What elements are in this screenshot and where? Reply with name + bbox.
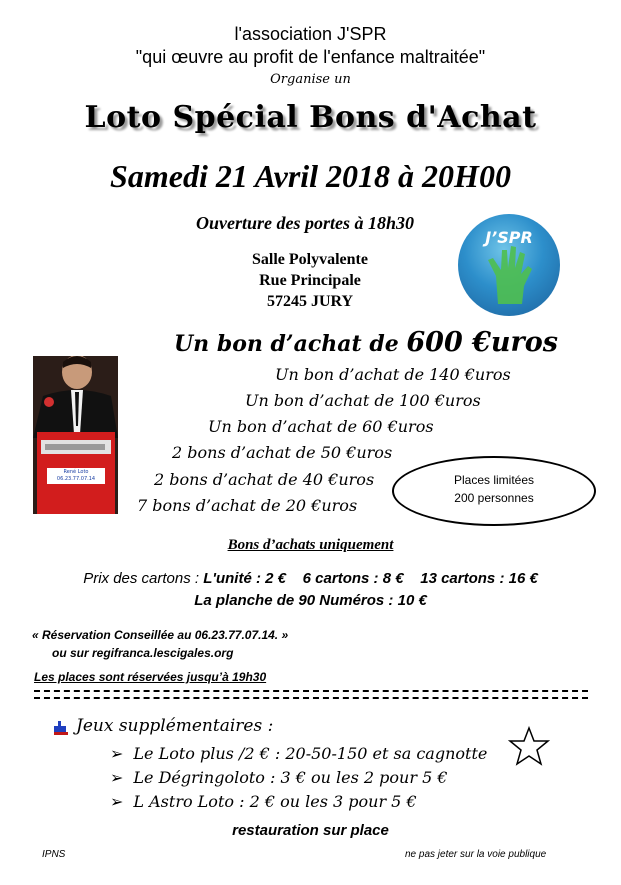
arrow-bullet-icon: ➢	[110, 768, 124, 787]
star-icon	[508, 726, 550, 766]
main-prize	[174, 327, 558, 358]
prize-item: 2 bons d’achat de 40 €uros	[154, 470, 375, 489]
venue-line: 57245 JURY	[266, 293, 354, 310]
footer-ipns: IPNS	[42, 849, 66, 860]
prize-item: 2 bons d’achat de 50 €uros	[172, 443, 393, 462]
photo-sign-line: René Loto	[63, 469, 89, 475]
extra-game-label: Le Loto plus /2 € : 20-50-150 et sa cagnotte	[133, 744, 488, 763]
restauration-note: restauration sur place	[232, 822, 389, 839]
dashed-divider	[34, 697, 588, 699]
organise-label: Organise un	[270, 72, 351, 87]
extra-game-item	[110, 744, 487, 763]
bons-only-note: Bons d’achats uniquement	[227, 537, 394, 553]
pointing-hand-icon	[52, 720, 70, 736]
extra-game-label: Le Dégringoloto : 3 € ou les 2 pour 5 €	[133, 768, 448, 787]
logo-text: J’SPR	[485, 228, 533, 247]
price-thirteen: 13 cartons : 16 €	[420, 570, 538, 587]
event-date: Samedi 21 Avril 2018 à 20H00	[110, 158, 511, 194]
venue-line: Rue Principale	[259, 272, 361, 289]
arrow-bullet-icon: ➢	[110, 792, 124, 811]
prize-item: Un bon d’achat de 60 €uros	[208, 417, 434, 436]
capacity-line: Places limitées	[453, 473, 535, 487]
event-title: Loto Spécial Bons d'Achat	[84, 100, 537, 135]
prize-item: Un bon d’achat de 100 €uros	[245, 391, 481, 410]
dashed-divider	[34, 690, 588, 692]
main-prize-amount: 600 €uros	[406, 327, 558, 358]
footer-notice: ne pas jeter sur la voie publique	[405, 849, 547, 860]
prize-item: Un bon d’achat de 140 €uros	[275, 365, 511, 384]
photo-sign-line: 06.23.77.07.14	[56, 476, 96, 482]
price-six: 6 cartons : 8 €	[302, 570, 404, 587]
extra-game-item	[110, 792, 417, 811]
organizer-photo	[33, 356, 118, 514]
places-reserved-note: Les places sont réservées jusqu’à 19h30	[34, 670, 267, 684]
pricing-label: Prix des cartons :	[83, 570, 204, 587]
reservation-website: ou sur regifranca.lescigales.org	[52, 646, 234, 660]
prize-item: 7 bons d’achat de 20 €uros	[137, 496, 358, 515]
arrow-bullet-icon: ➢	[110, 744, 124, 763]
extra-game-label: L Astro Loto : 2 € ou les 3 pour 5 €	[133, 792, 417, 811]
extra-games-heading: Jeux supplémentaires :	[76, 716, 274, 736]
capacity-line: 200 personnes	[454, 491, 534, 505]
association-name: l'association J'SPR	[234, 24, 387, 44]
price-planche: La planche de 90 Numéros : 10 €	[194, 592, 427, 609]
pricing-line	[0, 570, 621, 587]
main-prize-prefix: Un bon d’achat de	[174, 331, 399, 357]
man-with-loto-box-illustration	[33, 356, 118, 514]
doors-opening: Ouverture des portes à 18h30	[196, 213, 415, 233]
jspr-logo	[458, 214, 560, 316]
reservation-phone: « Réservation Conseillée au 06.23.77.07.14. »	[32, 628, 289, 642]
price-unit: L'unité : 2 €	[203, 570, 286, 587]
extra-game-item	[110, 768, 448, 787]
association-mission: "qui œuvre au profit de l'enfance maltraitée"	[135, 47, 486, 67]
hand-logo-icon	[458, 214, 560, 316]
venue-line: Salle Polyvalente	[252, 251, 368, 268]
